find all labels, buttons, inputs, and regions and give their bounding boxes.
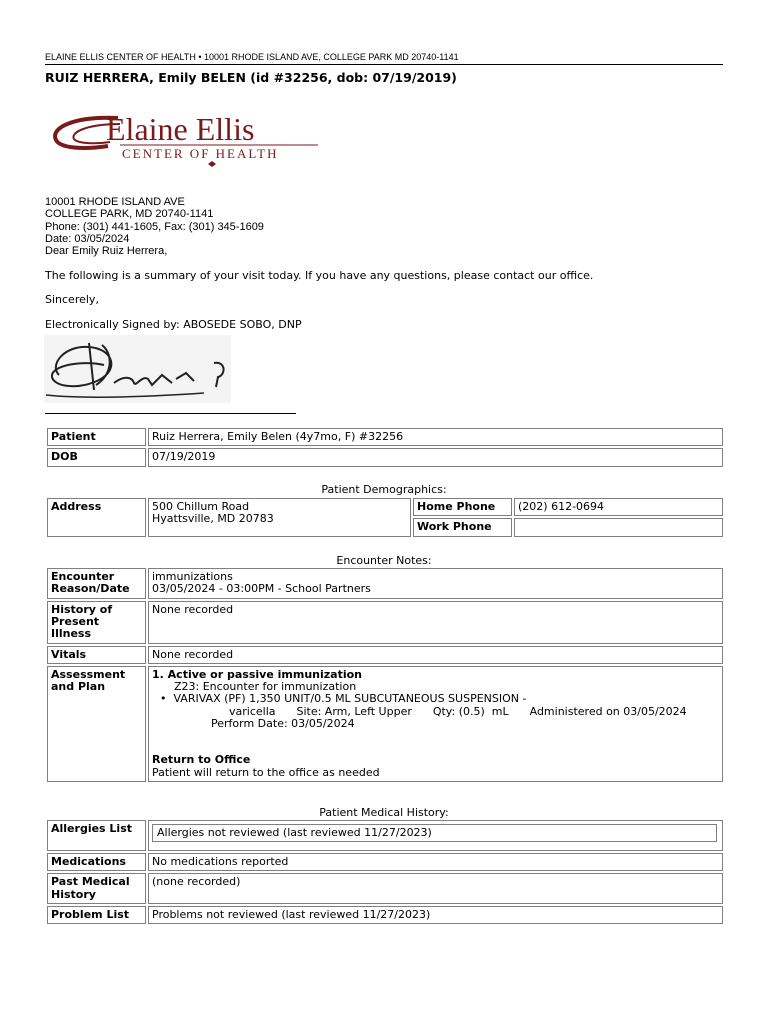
table-row	[47, 448, 723, 466]
patient-address	[148, 498, 411, 537]
perform-date: Perform Date: 03/05/2024	[211, 717, 355, 731]
table-row	[47, 498, 723, 516]
home-phone-value: (202) 612-0694	[514, 498, 723, 516]
problem-list-label: Problem List	[47, 906, 146, 924]
pmh-value: (none recorded)	[148, 873, 723, 904]
medication-line	[152, 693, 719, 705]
table-row	[47, 646, 723, 664]
address-label: Address	[47, 498, 146, 537]
demographics-title: Patient Demographics:	[321, 483, 447, 496]
encounter-title: Encounter Notes:	[336, 554, 432, 567]
work-phone-label: Work Phone	[413, 518, 512, 536]
patient-label: Patient	[47, 428, 146, 446]
assessment-heading: 1. Active or passive immunization	[152, 667, 362, 681]
greeting: Dear Emily Ruiz Herrera,	[45, 245, 168, 258]
demographics-table	[45, 496, 725, 539]
reason-label: Encounter Reason/Date	[47, 568, 146, 599]
vitals-value: None recorded	[148, 646, 723, 664]
svg-text:Elaine Ellis: Elaine Ellis	[106, 111, 255, 147]
hpi-value: None recorded	[148, 601, 723, 644]
diagnosis-code: Z23: Encounter for immunization	[174, 680, 357, 694]
allergies-label: Allergies List	[47, 820, 146, 851]
history-table	[45, 818, 725, 926]
letter-body: The following is a summary of your visit today. If you have any questions, please contact our office.	[45, 269, 594, 282]
address-line-1: 10001 RHODE ISLAND AVE	[45, 196, 185, 208]
table-row	[47, 601, 723, 644]
medication-text: VARIVAX (PF) 1,350 UNIT/0.5 ML SUBCUTANEOUS SUSPENSION -	[173, 692, 527, 706]
reason-date: 03/05/2024 - 03:00PM - School Partners	[152, 582, 371, 596]
table-row	[47, 666, 723, 782]
signature-line	[45, 413, 296, 414]
hpi-label: History of Present Illness	[47, 601, 146, 644]
table-row	[47, 820, 723, 851]
patient-address-line-2: Hyattsville, MD 20783	[152, 512, 274, 526]
pmh-label: Past Medical History	[47, 873, 146, 904]
clinic-header-line: ELAINE ELLIS CENTER OF HEALTH • 10001 RHODE ISLAND AVE, COLLEGE PARK MD 20740-1141	[45, 52, 723, 65]
patient-title: RUIZ HERRERA, Emily BELEN (id #32256, dob: 07/19/2019)	[45, 70, 457, 85]
encounter-table	[45, 566, 725, 784]
table-row	[47, 906, 723, 924]
return-heading: Return to Office	[152, 753, 251, 767]
patient-address-line-1: 500 Chillum Road	[152, 500, 250, 513]
dob-label: DOB	[47, 448, 146, 466]
history-title: Patient Medical History:	[319, 806, 449, 819]
home-phone-label: Home Phone	[413, 498, 512, 516]
reason-text: immunizations	[152, 570, 233, 583]
work-phone-value	[514, 518, 723, 536]
signed-by: Electronically Signed by: ABOSEDE SOBO, DNP	[45, 318, 302, 331]
table-row	[47, 428, 723, 446]
allergies-cell	[148, 820, 723, 851]
clinic-address-block	[45, 196, 264, 257]
assessment-plan-value	[148, 666, 723, 782]
allergies-value: Allergies not reviewed (last reviewed 11/27/2023)	[152, 824, 717, 842]
patient-value: Ruiz Herrera, Emily Belen (4y7mo, F) #32256	[148, 428, 723, 446]
table-row	[47, 873, 723, 904]
medications-label: Medications	[47, 853, 146, 871]
clinic-phone: Phone: (301) 441-1605, Fax: (301) 345-1609	[45, 220, 264, 233]
vitals-label: Vitals	[47, 646, 146, 664]
patient-table	[45, 426, 725, 469]
return-text: Patient will return to the office as needed	[152, 765, 380, 779]
medications-value: No medications reported	[148, 853, 723, 871]
letter-closing: Sincerely,	[45, 293, 99, 306]
problem-list-value: Problems not reviewed (last reviewed 11/27/2023)	[148, 906, 723, 924]
bullet-icon: •	[160, 692, 174, 706]
dob-value: 07/19/2019	[148, 448, 723, 466]
administration-detail: varicella Site: Arm, Left Upper Qty: (0.5) mL Administered on 03/05/2024	[229, 704, 687, 718]
clinic-logo	[48, 110, 338, 170]
reason-value	[148, 568, 723, 599]
table-row	[47, 853, 723, 871]
assessment-plan-label: Assessment and Plan	[47, 666, 146, 782]
signature-image	[44, 335, 231, 403]
table-row	[47, 568, 723, 599]
address-line-2: COLLEGE PARK, MD 20740-1141	[45, 208, 214, 221]
letter-date: Date: 03/05/2024	[45, 232, 130, 245]
svg-text:CENTER OF HEALTH: CENTER OF HEALTH	[122, 146, 279, 161]
